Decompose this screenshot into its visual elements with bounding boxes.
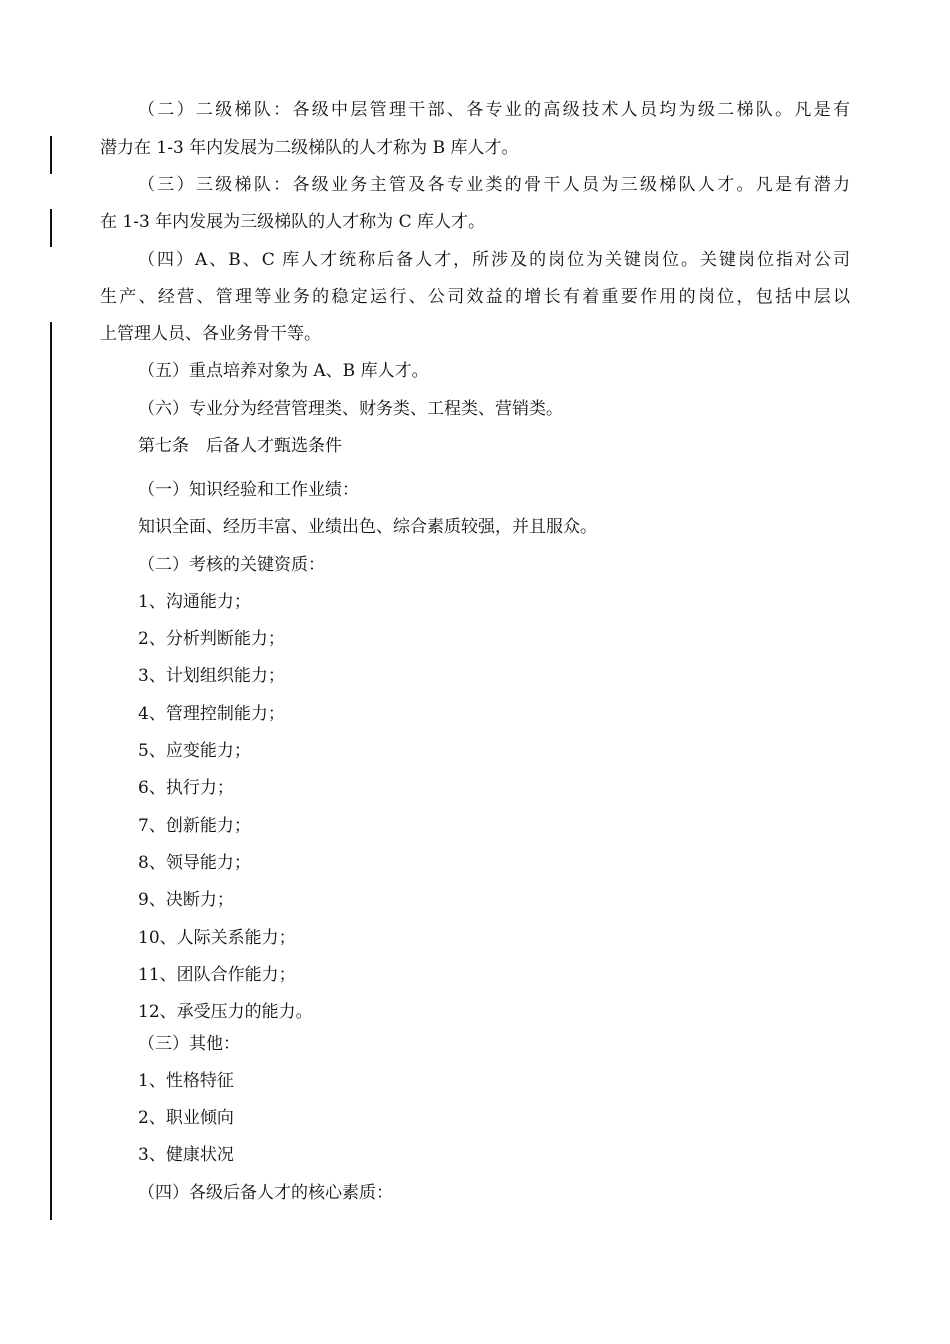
list-item: 1、沟通能力； [138, 592, 251, 612]
paragraph-line: （二）二级梯队：各级中层管理干部、各专业的高级技术人员均为级二梯队。凡是有 [138, 100, 850, 120]
list-item: 1、性格特征 [138, 1071, 234, 1091]
list-item: 8、领导能力； [138, 853, 251, 873]
list-item: 11、团队合作能力； [138, 965, 296, 985]
list-item: 4、管理控制能力； [138, 704, 285, 724]
article-heading: 第七条 后备人才甄选条件 [138, 436, 342, 456]
section-title: （二）考核的关键资质： [138, 555, 325, 575]
paragraph-line: （四）A、B、C 库人才统称后备人才，所涉及的岗位为关键岗位。关键岗位指对公司 [138, 250, 850, 270]
paragraph-line: 生产、经营、管理等业务的稳定运行、公司效益的增长有着重要作用的岗位，包括中层以 [100, 287, 850, 307]
list-item: 12、承受压力的能力。 [138, 1002, 313, 1022]
section-title: （三）其他： [138, 1034, 240, 1054]
paragraph-line: （六）专业分为经营管理类、财务类、工程类、营销类。 [138, 399, 563, 419]
list-item: 9、决断力； [138, 890, 234, 910]
paragraph-line: （五）重点培养对象为 A、B 库人才。 [138, 361, 429, 381]
list-item: 10、人际关系能力； [138, 928, 296, 948]
section-title: （一）知识经验和工作业绩： [138, 480, 359, 500]
paragraph-line: 在 1-3 年内发展为三级梯队的人才称为 C 库人才。 [100, 212, 485, 232]
section-title: （四）各级后备人才的核心素质： [138, 1183, 393, 1203]
paragraph-line: （三）三级梯队：各级业务主管及各专业类的骨干人员为三级梯队人才。凡是有潜力 [138, 175, 850, 195]
list-item: 6、执行力； [138, 778, 234, 798]
revision-bar [50, 136, 52, 174]
list-item: 3、健康状况 [138, 1145, 234, 1165]
list-item: 2、职业倾向 [138, 1108, 234, 1128]
paragraph-line: 潜力在 1-3 年内发展为二级梯队的人才称为 B 库人才。 [100, 138, 519, 158]
list-item: 7、创新能力； [138, 816, 251, 836]
list-item: 2、分析判断能力； [138, 629, 285, 649]
list-item: 3、计划组织能力； [138, 666, 285, 686]
list-item: 5、应变能力； [138, 741, 251, 761]
revision-bar [50, 322, 52, 1220]
paragraph-line: 上管理人员、各业务骨干等。 [100, 324, 321, 344]
paragraph-line: 知识全面、经历丰富、业绩出色、综合素质较强，并且服众。 [138, 517, 597, 537]
revision-bar [50, 209, 52, 247]
